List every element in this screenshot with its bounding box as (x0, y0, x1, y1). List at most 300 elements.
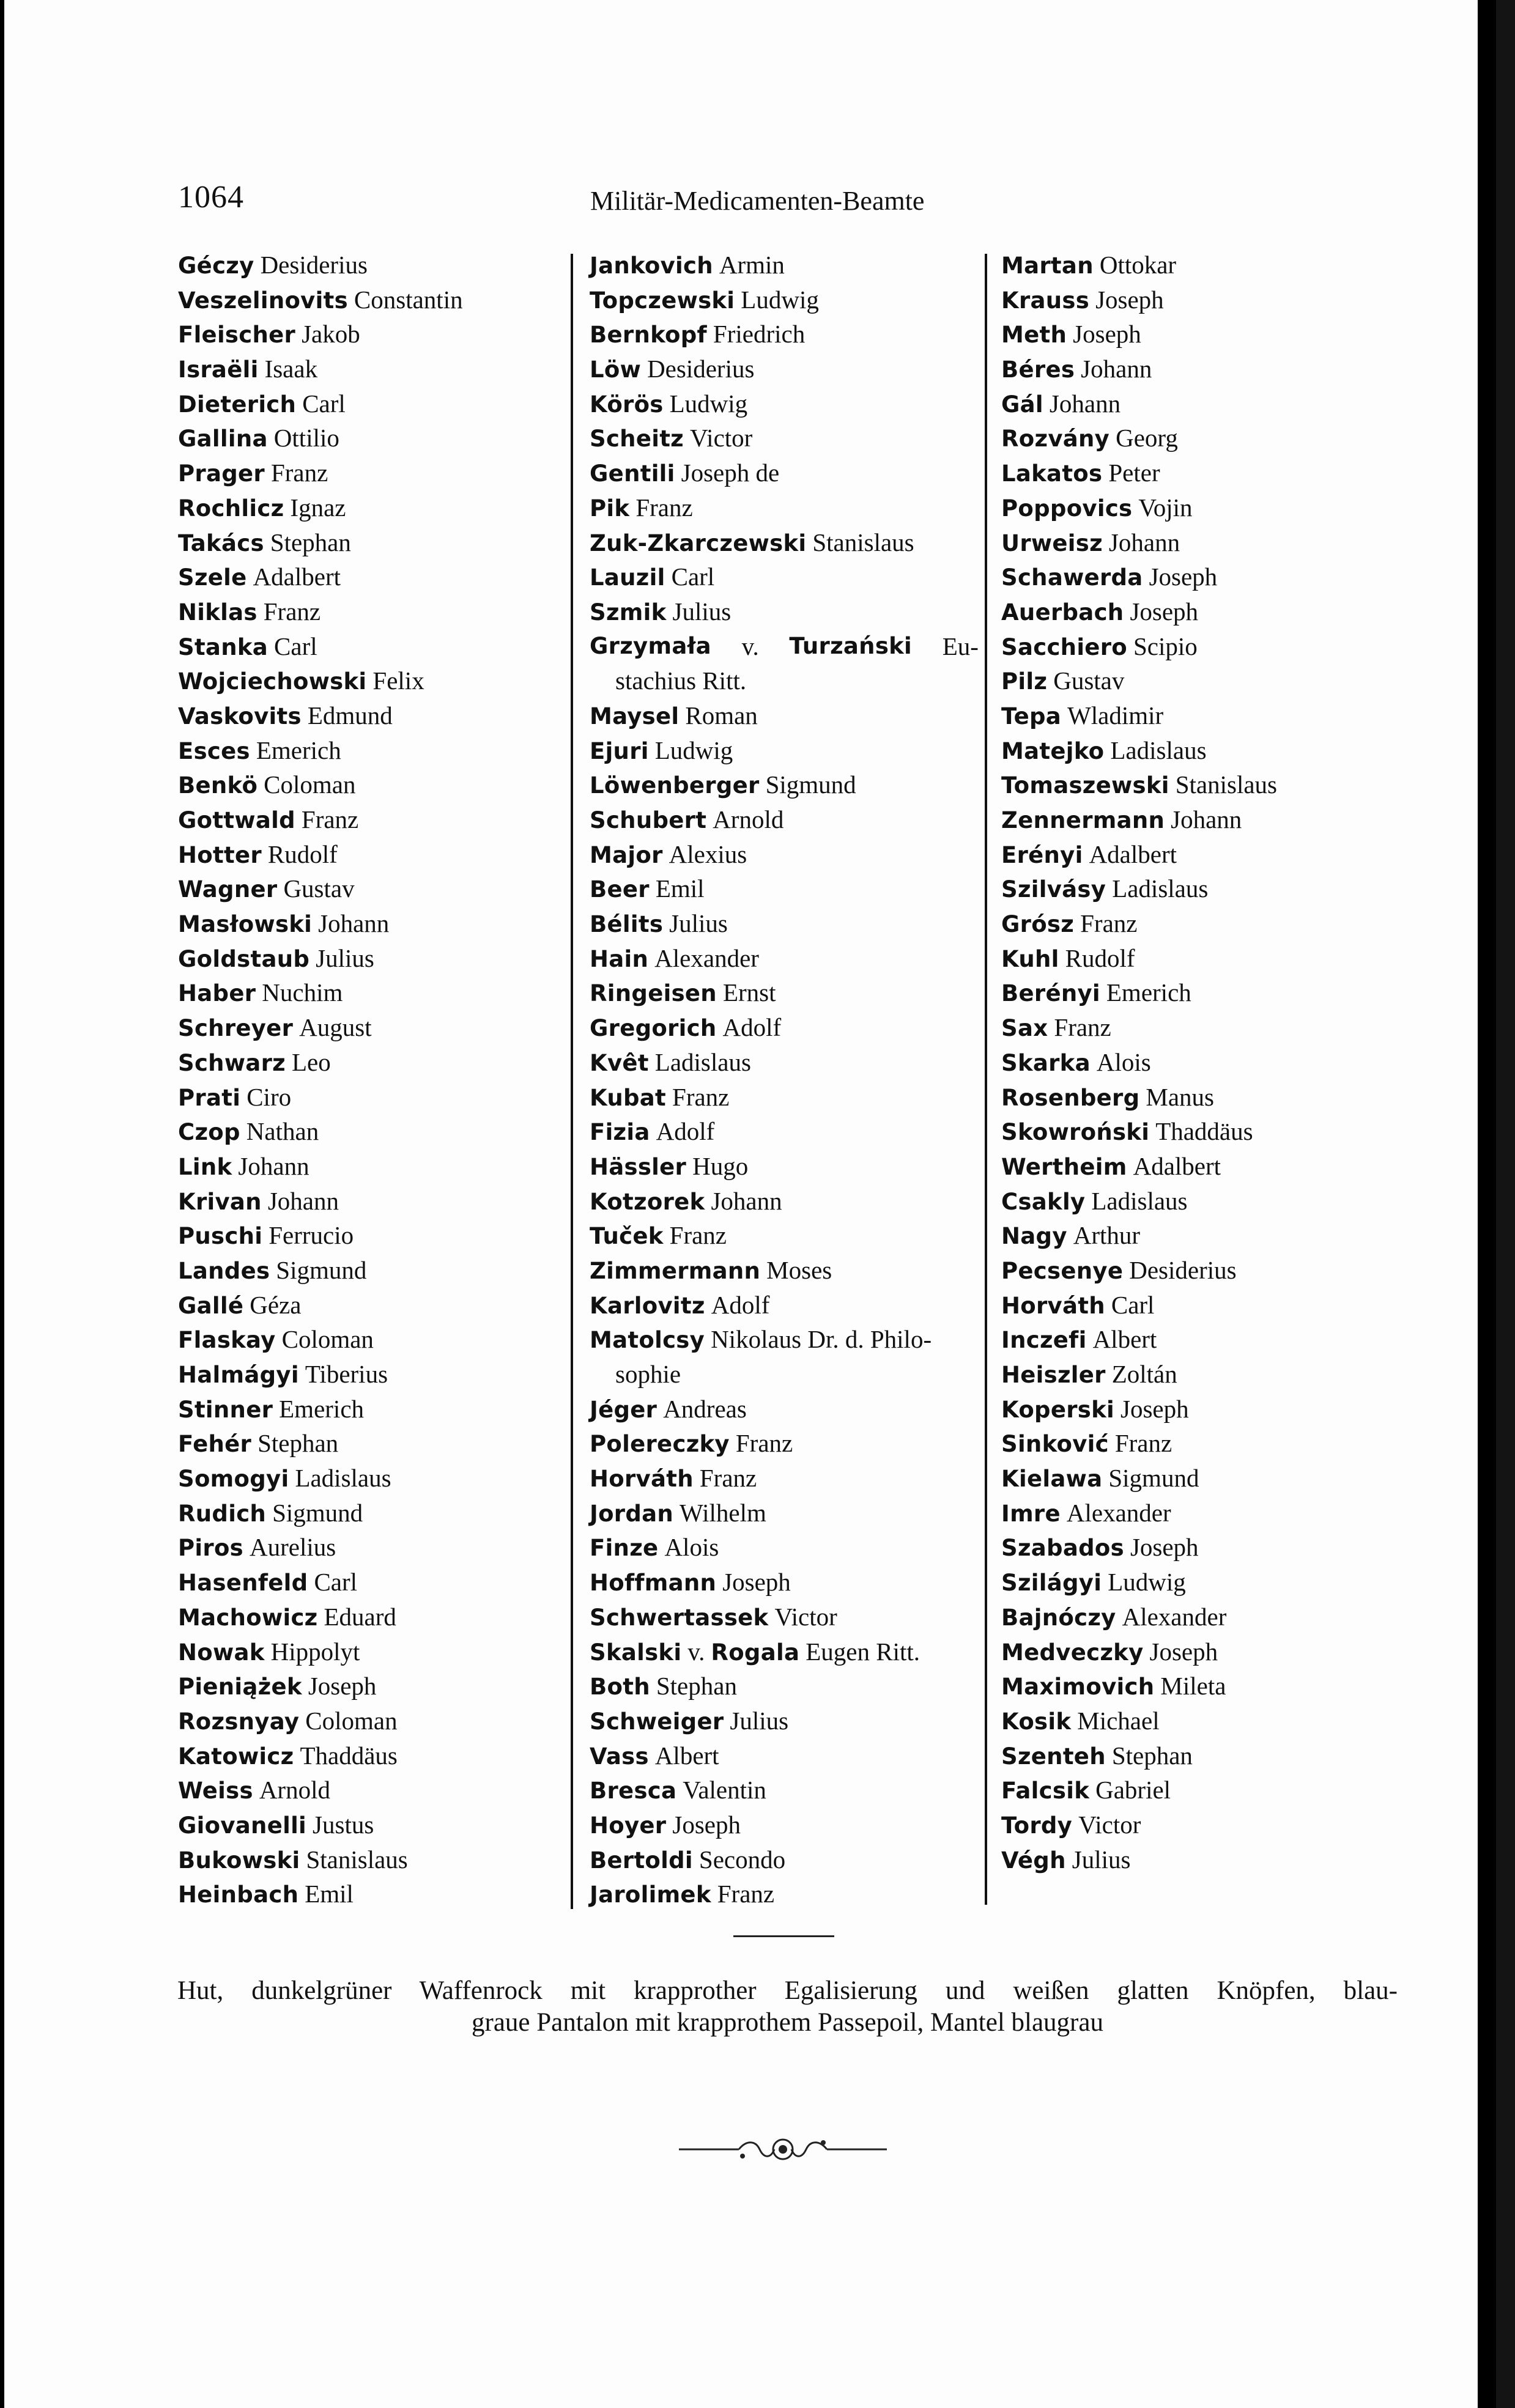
name-entry (590, 490, 979, 525)
surname: Zimmermann (590, 1257, 761, 1284)
name-entry (1001, 1600, 1405, 1634)
name-entry (590, 386, 979, 421)
surname: Kuhl (1001, 945, 1059, 972)
surname: Sinković (1001, 1431, 1109, 1458)
surname: Jarolimek (590, 1882, 711, 1908)
given-name: Alois (1096, 1047, 1151, 1076)
given-name: Friedrich (713, 320, 806, 349)
given-name: Emerich (256, 736, 341, 764)
name-entry (590, 906, 979, 941)
name-entry (590, 1288, 979, 1323)
surname: Bukowski (178, 1847, 300, 1874)
name-entry (178, 1461, 557, 1496)
given-name: Ludwig (741, 285, 819, 314)
surname: Flaskay (178, 1327, 276, 1354)
name-entry (178, 1600, 557, 1634)
given-name: Carl (671, 563, 715, 591)
name-entry (1001, 663, 1405, 698)
given-name: Carl (1111, 1290, 1155, 1319)
surname: Masłowski (178, 911, 313, 938)
name-entry (1001, 1704, 1405, 1738)
given-name: Emil (655, 874, 705, 903)
surname: Turzański (789, 632, 913, 659)
surname: Schawerda (1001, 564, 1143, 591)
given-name: Sigmund (272, 1498, 363, 1527)
given-name: Sigmund (765, 770, 856, 799)
name-entry (590, 1704, 979, 1738)
surname: Piros (178, 1535, 243, 1562)
name-entry (1001, 1634, 1405, 1669)
name-entry (178, 1565, 557, 1600)
surname: Bajnóczy (1001, 1604, 1116, 1631)
given-name: Ladislaus (295, 1464, 391, 1493)
given-name: Joseph (1095, 285, 1164, 314)
surname: Link (178, 1153, 232, 1180)
given-name: Constantin (354, 285, 463, 314)
surname: Krauss (1001, 287, 1090, 314)
surname: Heinbach (178, 1882, 299, 1908)
surname: Hoffmann (590, 1570, 717, 1597)
given-name: Rudolf (267, 840, 338, 868)
given-name: Ciro (246, 1082, 292, 1111)
name-entry (590, 1253, 979, 1288)
given-name: Joseph (308, 1672, 377, 1701)
surname: Pecsenye (1001, 1257, 1124, 1284)
surname: Gallina (178, 426, 268, 452)
name-entry (178, 1114, 557, 1149)
given-name: Ferrucio (269, 1221, 354, 1250)
name-entry (178, 490, 557, 525)
given-name: Eu- (942, 632, 979, 660)
name-entry (590, 802, 979, 837)
given-name: Johann (1049, 389, 1121, 418)
given-name: Julius (730, 1706, 789, 1735)
surname: Stinner (178, 1396, 273, 1423)
surname: Prati (178, 1084, 241, 1111)
given-name: Adolf (722, 1013, 782, 1042)
given-name: Franz (301, 805, 359, 833)
given-name: Albert (654, 1741, 719, 1770)
name-entry (1001, 1530, 1405, 1565)
given-name: Coloman (264, 770, 356, 799)
given-name: Joseph (1149, 563, 1218, 591)
surname: Bélits (590, 911, 664, 938)
name-entry (1001, 1149, 1405, 1184)
given-name: Julius (316, 944, 374, 972)
given-name: Joseph de (681, 459, 780, 487)
given-name: Johann (238, 1151, 309, 1180)
surname: Hoyer (590, 1812, 667, 1839)
name-entry (178, 941, 557, 976)
surname: Weiss (178, 1778, 253, 1804)
name-entry (590, 1461, 979, 1496)
name-entry (590, 1530, 979, 1565)
surname: Pilz (1001, 668, 1048, 695)
name-entry (1001, 1357, 1405, 1392)
given-name: Mileta (1160, 1672, 1226, 1701)
given-name: Alexius (669, 840, 747, 868)
name-entry (590, 283, 979, 317)
name-entry (1001, 1842, 1405, 1877)
name-entry (178, 1253, 557, 1288)
name-entry (1001, 802, 1405, 837)
name-entry (178, 525, 557, 560)
surname: Jéger (590, 1396, 657, 1423)
given-name: Gustav (1053, 667, 1125, 695)
surname: Szabados (1001, 1535, 1124, 1562)
given-name: Peter (1108, 459, 1160, 487)
name-entry-continuation (590, 1357, 979, 1392)
given-name: Julius (669, 909, 728, 938)
surname: Lauzil (590, 564, 665, 591)
surname: Finze (590, 1535, 659, 1562)
given-name: Johann (1108, 528, 1180, 556)
surname: Matejko (1001, 737, 1105, 764)
name-entry (1001, 1669, 1405, 1704)
name-entry (178, 802, 557, 837)
name-entry (1001, 1322, 1405, 1357)
given-name: Desiderius (647, 355, 755, 383)
name-entry (178, 1496, 557, 1531)
surname: Giovanelli (178, 1812, 307, 1839)
surname: Béres (1001, 356, 1075, 383)
name-entry (590, 1773, 979, 1808)
given-name: Arnold (259, 1776, 330, 1804)
given-name: Eugen Ritt. (806, 1637, 920, 1666)
name-entry (1001, 1218, 1405, 1253)
surname: Rosenberg (1001, 1084, 1140, 1111)
name-entry (178, 1773, 557, 1808)
given-name: Emerich (1106, 978, 1191, 1007)
given-name: Franz (735, 1429, 793, 1458)
surname: Machowicz (178, 1604, 318, 1631)
given-name: Justus (313, 1810, 374, 1839)
surname: Somogyi (178, 1466, 289, 1493)
name-entry (590, 1322, 979, 1357)
surname: Schwarz (178, 1049, 286, 1076)
name-entry (1001, 1392, 1405, 1427)
name-entry (178, 594, 557, 629)
given-name: Carl (314, 1568, 358, 1597)
given-name: Manus (1146, 1082, 1214, 1111)
name-entry (178, 1288, 557, 1323)
name-entry (590, 698, 979, 733)
column-rule-1 (571, 254, 573, 1909)
name-entry (178, 317, 557, 352)
given-name: Franz (669, 1221, 727, 1250)
name-entry (178, 1530, 557, 1565)
name-entry (1001, 871, 1405, 906)
surname: Gottwald (178, 807, 295, 833)
surname: Fehér (178, 1431, 252, 1458)
surname: Major (590, 841, 663, 868)
given-name: Adalbert (1133, 1151, 1221, 1180)
name-entry (1001, 1565, 1405, 1600)
name-entry (178, 386, 557, 421)
surname: Poppovics (1001, 495, 1133, 522)
given-name: Johann (1171, 805, 1242, 833)
name-entry (1001, 283, 1405, 317)
given-name: Gabriel (1095, 1776, 1171, 1804)
given-name: Victor (1078, 1810, 1141, 1839)
given-name: Stanislaus (1175, 770, 1278, 799)
name-entry (1001, 456, 1405, 490)
surname: Halmágyi (178, 1362, 299, 1388)
surname: Benkö (178, 772, 258, 799)
name-entry (590, 975, 979, 1010)
given-name: Leo (291, 1047, 331, 1076)
surname: Szenteh (1001, 1743, 1106, 1770)
name-entry (1001, 698, 1405, 733)
surname: Jordan (590, 1500, 674, 1527)
ornament-flourish (679, 2134, 887, 2165)
surname: Maysel (590, 703, 680, 729)
surname: Kosik (1001, 1708, 1072, 1735)
given-name: Michael (1077, 1706, 1160, 1735)
given-name: stachius Ritt. (615, 667, 747, 695)
given-name: Nikolaus Dr. d. Philo- (711, 1325, 932, 1354)
surname: Körös (590, 391, 664, 418)
surname: Landes (178, 1257, 270, 1284)
given-name: Victor (774, 1602, 837, 1631)
surname: Schweiger (590, 1708, 724, 1735)
surname: Martan (1001, 253, 1094, 279)
surname: Hasenfeld (178, 1570, 308, 1597)
name-entry (178, 1426, 557, 1461)
given-name: Franz (263, 597, 321, 626)
given-name: Hippolyt (270, 1637, 360, 1666)
given-name: Sigmund (276, 1255, 367, 1284)
name-entry (1001, 560, 1405, 594)
surname: Csakly (1001, 1188, 1086, 1215)
surname: Tordy (1001, 1812, 1073, 1839)
name-entry (590, 1218, 979, 1253)
name-entry (1001, 248, 1405, 283)
given-name: Thaddäus (300, 1741, 398, 1770)
given-name: Stephan (656, 1672, 737, 1701)
given-name: Felix (372, 667, 424, 695)
name-entry (178, 906, 557, 941)
name-entry (178, 283, 557, 317)
given-name: Ladislaus (1091, 1186, 1188, 1215)
name-entry (590, 248, 979, 283)
surname: Dieterich (178, 391, 297, 418)
given-name: Zoltán (1111, 1360, 1177, 1388)
surname: Wertheim (1001, 1153, 1127, 1180)
given-name: Johann (1081, 355, 1152, 383)
name-entry (1001, 421, 1405, 456)
name-entry (590, 421, 979, 456)
surname: Sacchiero (1001, 633, 1127, 660)
given-name: Moses (766, 1255, 832, 1284)
given-name: Isaak (264, 355, 318, 383)
given-name: Scipio (1133, 632, 1198, 660)
given-name: Carl (274, 632, 317, 660)
given-name: Alexander (1122, 1602, 1227, 1631)
given-name: August (299, 1013, 372, 1042)
name-entry (178, 1808, 557, 1842)
surname: Goldstaub (178, 945, 310, 972)
surname: Horváth (1001, 1292, 1105, 1319)
name-entry (1001, 1808, 1405, 1842)
name-entry (178, 975, 557, 1010)
name-entry (590, 629, 979, 664)
given-name: Franz (270, 459, 328, 487)
given-name: Julius (672, 597, 732, 626)
given-name: Vojin (1138, 493, 1193, 522)
name-entry (178, 421, 557, 456)
surname: Kvêt (590, 1049, 649, 1076)
name-entry (1001, 837, 1405, 872)
surname: Schwertassek (590, 1604, 769, 1631)
given-name: Victor (690, 424, 753, 452)
name-entry (178, 1392, 557, 1427)
name-entry (590, 1600, 979, 1634)
given-name: Andreas (663, 1394, 747, 1423)
surname: Inczefi (1001, 1327, 1087, 1354)
surname: Pik (590, 495, 630, 522)
surname: Esces (178, 737, 250, 764)
given-name: Alexander (1066, 1498, 1171, 1527)
name-entry (590, 767, 979, 802)
name-entry (178, 1218, 557, 1253)
page-number: 1064 (178, 180, 244, 215)
surname: Scheitz (590, 426, 684, 452)
name-entry (178, 456, 557, 490)
given-name: Adolf (711, 1290, 770, 1319)
surname: Skowroński (1001, 1119, 1150, 1146)
name-entry (178, 1877, 557, 1911)
name-entry (1001, 386, 1405, 421)
name-entry (178, 1149, 557, 1184)
name-entry (590, 1184, 979, 1219)
given-name: Georg (1116, 424, 1178, 452)
surname: Krivan (178, 1188, 262, 1215)
surname: Jankovich (590, 253, 713, 279)
surname: Kotzorek (590, 1188, 705, 1215)
name-entry (1001, 525, 1405, 560)
name-entry (590, 1565, 979, 1600)
given-name: Stanislaus (306, 1845, 408, 1874)
name-entry (178, 1842, 557, 1877)
surname: Skalski (590, 1639, 682, 1666)
surname: Maximovich (1001, 1674, 1155, 1701)
given-name: Johann (267, 1186, 339, 1215)
surname: Nowak (178, 1639, 265, 1666)
name-entry (1001, 352, 1405, 386)
surname: Gál (1001, 391, 1043, 418)
name-entry-continuation (590, 663, 979, 698)
surname: Kielawa (1001, 1466, 1103, 1493)
surname: Heiszler (1001, 1362, 1106, 1388)
name-column-3 (1001, 248, 1405, 1877)
given-name: Géza (250, 1290, 302, 1319)
given-name: sophie (615, 1360, 681, 1388)
given-name: Ottokar (1099, 251, 1177, 279)
surname: Bresca (590, 1778, 677, 1804)
surname: Tuček (590, 1223, 664, 1250)
name-entry (590, 1114, 979, 1149)
column-rule-2 (985, 254, 987, 1905)
name-entry (590, 1149, 979, 1184)
given-name: Hugo (692, 1151, 749, 1180)
surname: Israëli (178, 356, 259, 383)
name-entry (590, 1080, 979, 1115)
surname: Gregorich (590, 1015, 717, 1042)
name-entry (1001, 1288, 1405, 1323)
given-name: Aurelius (250, 1533, 336, 1562)
given-name: Tiberius (305, 1360, 388, 1388)
running-head: Militär-Medicamenten-Beamte (590, 186, 925, 216)
surname: Takács (178, 530, 264, 556)
surname: Végh (1001, 1847, 1066, 1874)
surname: Zennermann (1001, 807, 1165, 833)
name-entry (178, 1704, 557, 1738)
name-entry (178, 1080, 557, 1115)
surname: Veszelinovits (178, 287, 348, 314)
given-name: Joseph (1073, 320, 1141, 349)
name-entry (178, 1045, 557, 1080)
given-name: Emerich (279, 1394, 365, 1423)
given-name: Emil (305, 1880, 354, 1908)
name-entry (590, 837, 979, 872)
surname: Czop (178, 1119, 240, 1146)
given-name: Julius (1072, 1845, 1131, 1874)
surname: Imre (1001, 1500, 1061, 1527)
surname: Fleischer (178, 322, 296, 349)
given-name: Ladislaus (654, 1047, 751, 1076)
given-name: Stephan (270, 528, 351, 556)
surname: Schubert (590, 807, 707, 833)
surname: Hässler (590, 1153, 687, 1180)
name-entry (1001, 1496, 1405, 1531)
page-edge-shadow (1496, 0, 1515, 2408)
given-name: Franz (717, 1880, 775, 1908)
name-entry (178, 1184, 557, 1219)
uniform-description-line-2: graue Pantalon mit krapprothem Passepoil, Mantel blaugrau (472, 2008, 1103, 2037)
given-name: Franz (672, 1082, 730, 1111)
surname: Ringeisen (590, 980, 717, 1007)
surname: Stanka (178, 633, 269, 660)
given-name: Franz (635, 493, 693, 522)
name-entry (590, 456, 979, 490)
surname: Rudich (178, 1500, 267, 1527)
given-name: Adalbert (1089, 840, 1177, 868)
name-entry (1001, 1080, 1405, 1115)
given-name: Nuchim (262, 978, 343, 1007)
given-name: Arthur (1073, 1221, 1141, 1250)
name-entry (178, 663, 557, 698)
surname: Erényi (1001, 841, 1083, 868)
surname: Lakatos (1001, 460, 1103, 487)
given-name: Franz (1080, 909, 1138, 938)
name-entry (590, 941, 979, 976)
name-entry (590, 1496, 979, 1531)
name-entry (590, 733, 979, 768)
name-entry (590, 352, 979, 386)
name-entry (590, 1877, 979, 1911)
name-entry (178, 1322, 557, 1357)
given-name: Valentin (683, 1776, 766, 1804)
given-name: Coloman (281, 1325, 374, 1354)
name-entry (590, 1842, 979, 1877)
given-name: Gustav (283, 874, 355, 903)
name-entry (590, 1426, 979, 1461)
name-entry (178, 1634, 557, 1669)
given-name: Joseph (1149, 1637, 1218, 1666)
surname: Pieniążek (178, 1674, 302, 1701)
surname: Both (590, 1674, 650, 1701)
